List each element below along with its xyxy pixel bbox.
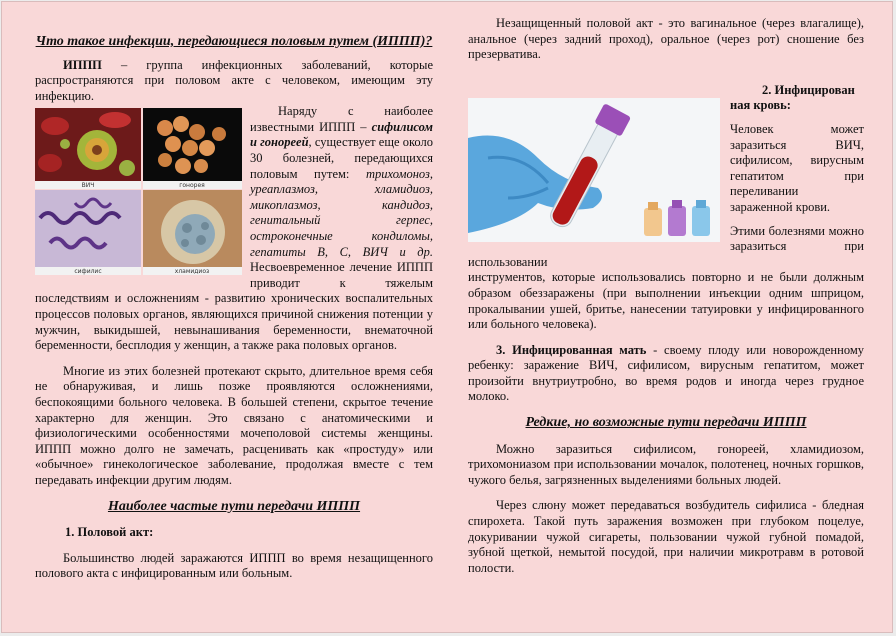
- document-page: [1, 1, 893, 633]
- caption-syphilis: сифилис: [74, 268, 102, 276]
- item2-heading-b: ная кровь:: [730, 98, 791, 113]
- right-column: [468, 16, 864, 576]
- caption-chlamydia: хламидиоз: [174, 268, 210, 276]
- item1-heading: 1. Половой акт:: [65, 525, 154, 540]
- main-title: Что такое инфекции, передающиеся половым путем (ИППП)?: [35, 34, 433, 49]
- diseases-list: трихомоноз, уреаплазмоз, хламидиоз, микоплазмоз, кандидоз, генитальный герпес, остроконечные кондиломы, гепатиты В, С, ВИЧ и др.: [250, 166, 433, 259]
- rare-ways-title: Редкие, но возможные пути передачи ИППП: [525, 415, 807, 431]
- caption-gonorrhea: гонорея: [179, 182, 205, 190]
- hidden-course-paragraph: Многие из этих болезней протекают скрыто, длительное время себя не обнаруживая, и лишь позже проявляются осложнениями, беспокоящими больного человека. В большей степени, скрытое течение характерно для женщин. Это связано с анатомическими и физиологическими особенностями мочеполовой системы женщины. ИППП можно долго не замечать, расценивать как «простуду» или «обычное» гинекологическое заболевание, продолжая вместе с тем передавать инфекции другим людям.: [35, 363, 433, 487]
- caption-hiv: ВИЧ: [81, 182, 95, 190]
- left-column: [35, 34, 433, 582]
- diseases-text-bold: сифилисом и гонореей: [250, 119, 433, 150]
- intro-paragraph: [35, 58, 433, 105]
- instruments-text-b: инструментов, которые использовались повторно и не были должным образом обеззаражены (при выполнении инъекции одним шприцом, прокалывании ушей, бритье, нанесении татуировки у инфицированного или больного человека).: [468, 270, 864, 332]
- infected-mother-paragraph: [468, 343, 864, 405]
- diseases-text-a: Наряду с наиболее известными ИППП –: [250, 104, 433, 134]
- unprotected-sex-paragraph: Незащищенный половой акт - это вагинальное (через влагалище), анальное (через задний проход), оральное (через рот) сношение без презерватива.: [468, 16, 864, 62]
- intro-term: ИППП: [63, 57, 102, 72]
- item1-text: Большинство людей заражаются ИППП во время незащищенного полового акта с инфицированным или больным.: [35, 550, 433, 581]
- blood-tube-svg: [468, 98, 720, 242]
- rare-ways-paragraph-2: Через слюну может передаваться возбудитель сифилиса - бледная спирохета. Такой путь заражения возможен при глубоком поцелуе, докуривании чужой сигареты, пользовании чужой губной помадой, зубной щеткой, немытой посудой, при наличии микротравм в ротовой полости.: [468, 498, 864, 575]
- infections-collage-svg: [35, 108, 242, 275]
- item2-heading-a: 2. Инфицирован: [762, 82, 855, 97]
- diseases-text-c: , существует еще около 30 болезней, передающихся половым путем:: [250, 135, 433, 181]
- intro-text: – группа инфекционных заболеваний, которые распространяются при половом акте с человеком, имеющим эту инфекцию.: [35, 57, 433, 103]
- rare-ways-paragraph-1: Можно заразиться сифилисом, гонореей, хламидиозом, трихомониазом при использовании мочалок, полотенец, ночных горшков, чужого белья, загрязненных выделениями больных людей.: [468, 441, 864, 487]
- consequences-text: Несвоевременное лечение ИППП приводит к тяжелым последствиям и осложнениям - развитию хронических воспалительных процессов половых органов, являющихся причиной снижения потенции у мужчин, выкидышей, невынашивания беременности, внематочной беременности, бесплодия у женщин, а также рака половых органов.: [35, 260, 433, 353]
- blood-tube-image: [468, 98, 720, 242]
- frequent-ways-title: Наиболее частые пути передачи ИППП: [107, 498, 361, 514]
- item3-heading: 3. Инфицированная мать: [496, 342, 647, 357]
- item3-text: - своему плоду или новорожденному ребенку: заражение ВИЧ, сифилисом, вирусным гепатитом, может произойти внутриутробно, во время родов и иногда через грудное молоко.: [468, 342, 864, 404]
- blood-transfusion-text: Человек может заразиться ВИЧ, сифилисом, вирусным гепатитом при переливании зараженной крови.: [730, 121, 864, 214]
- instruments-text-a: Этими болезнями можно заразиться при использовании: [468, 223, 864, 269]
- infections-collage-image: [35, 108, 242, 275]
